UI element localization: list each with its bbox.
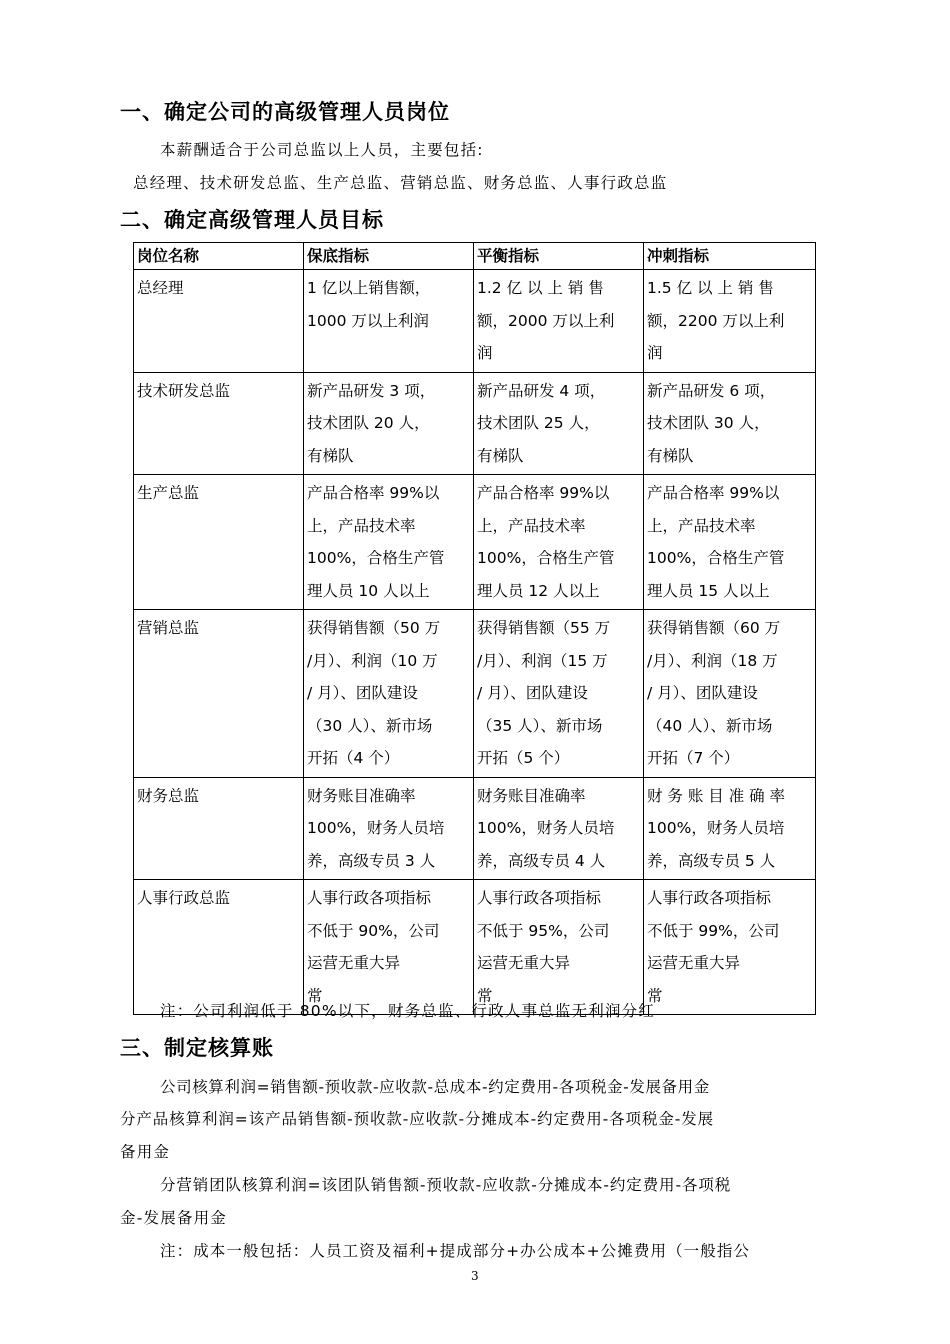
table-row [134,880,816,1015]
section3-heading: 三、制定核算账 [120,1036,274,1060]
table-cell: 1 亿以上销售额， 1000 万以上利润 [304,270,474,373]
header-stretch: 冲刺指标 [644,243,816,270]
table-cell: 人事行政各项指标 不低于 95%，公司 运营无重大异 常 [474,880,644,1015]
company-profit-formula: 公司核算利润=销售额-预收款-应收款-总成本-约定费用-各项税金-发展备用金 [160,1078,710,1096]
table-cell: 新产品研发 6 项， 技术团队 30 人， 有梯队 [644,372,816,475]
section1-intro: 本薪酬适合于公司总监以上人员，主要包括: [160,141,484,159]
profit-note: 注：公司利润低于 80%以下，财务总监、行政人事总监无利润分红 [160,1002,656,1020]
table-cell: 技术研发总监 [134,372,304,475]
table-cell: 1.2 亿 以 上 销 售 额，2000 万以上利 润 [474,270,644,373]
product-profit-formula-line2: 备用金 [120,1143,171,1161]
page-number: 3 [471,1269,479,1283]
header-baseline: 保底指标 [304,243,474,270]
section1-positions: 总经理、技术研发总监、生产总监、营销总监、财务总监、人事行政总监 [133,174,668,192]
table-cell: 生产总监 [134,475,304,610]
table-cell: 获得销售额（55 万 /月）、利润（15 万 / 月）、团队建设 （35 人）、新市场 开拓（5 个） [474,610,644,778]
table-cell: 人事行政各项指标 不低于 99%，公司 运营无重大异 常 [644,880,816,1015]
table-cell: 财务总监 [134,777,304,880]
team-profit-formula-line1: 分营销团队核算利润=该团队销售额-预收款-应收款-分摊成本-约定费用-各项税 [160,1176,732,1194]
table-header-row [134,243,816,270]
table-cell: 财务账目准确率 100%，财务人员培 养，高级专员 4 人 [474,777,644,880]
table-cell: 获得销售额（60 万 /月）、利润（18 万 / 月）、团队建设 （40 人）、新市场 开拓（7 个） [644,610,816,778]
product-profit-formula-line1: 分产品核算利润=该产品销售额-预收款-应收款-分摊成本-约定费用-各项税金-发展 [120,1110,715,1128]
section2-heading: 二、确定高级管理人员目标 [120,208,384,232]
table-cell: 产品合格率 99%以 上，产品技术率 100%，合格生产管 理人员 12 人以上 [474,475,644,610]
table-cell: 新产品研发 4 项， 技术团队 25 人， 有梯队 [474,372,644,475]
table-row [134,610,816,778]
table-cell: 财务账目准确率 100%，财务人员培 养，高级专员 3 人 [304,777,474,880]
target-table [133,242,816,1015]
table-row [134,475,816,610]
table-row [134,777,816,880]
table-cell: 新产品研发 3 项， 技术团队 20 人， 有梯队 [304,372,474,475]
cost-note: 注：成本一般包括：人员工资及福利+提成部分+办公成本+公摊费用（一般指公 [160,1242,751,1260]
table-cell: 人事行政总监 [134,880,304,1015]
table-cell: 产品合格率 99%以 上，产品技术率 100%，合格生产管 理人员 10 人以上 [304,475,474,610]
team-profit-formula-line2: 金-发展备用金 [120,1209,227,1227]
table-cell: 财 务 账 目 准 确 率 100%，财务人员培 养，高级专员 5 人 [644,777,816,880]
table-cell: 产品合格率 99%以 上，产品技术率 100%，合格生产管 理人员 15 人以上 [644,475,816,610]
table-row [134,270,816,373]
table-row [134,372,816,475]
table-cell: 1.5 亿 以 上 销 售 额，2200 万以上利 润 [644,270,816,373]
header-position: 岗位名称 [134,243,304,270]
table-cell: 总经理 [134,270,304,373]
table-cell: 人事行政各项指标 不低于 90%，公司 运营无重大异 常 [304,880,474,1015]
section1-heading: 一、确定公司的高级管理人员岗位 [120,100,450,124]
table-cell: 获得销售额（50 万 /月）、利润（10 万 / 月）、团队建设 （30 人）、新市场 开拓（4 个） [304,610,474,778]
table-cell: 营销总监 [134,610,304,778]
header-balance: 平衡指标 [474,243,644,270]
